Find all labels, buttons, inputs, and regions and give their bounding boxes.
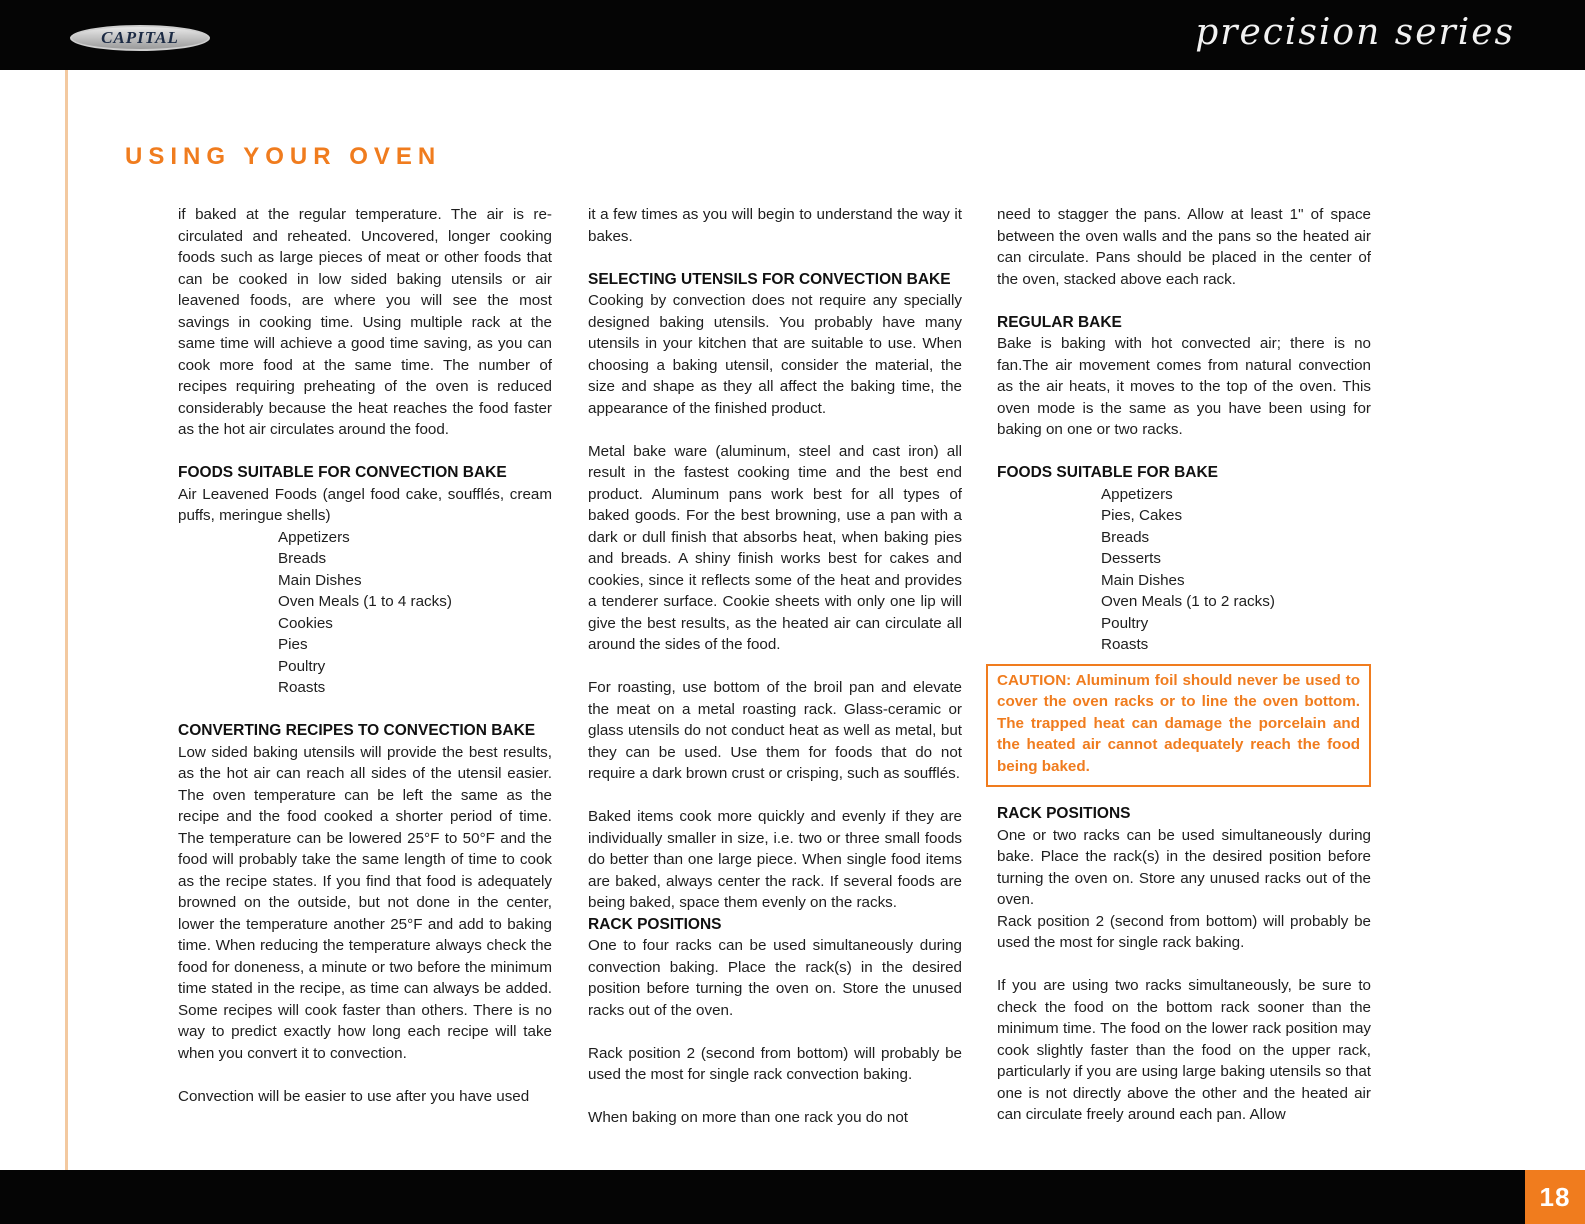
section-heading: REGULAR BAKE [997, 313, 1122, 331]
section-heading: FOODS SUITABLE FOR CONVECTION BAKE [178, 464, 507, 481]
paragraph: Air Leavened Foods (angel food cake, soufflés, cream puffs, meringue shells) [178, 485, 552, 524]
paragraph: Low sided baking utensils will provide the best results, as the hot air can reach all sides of the utensil easier. The oven temperature can be left the same as the recipe and the food cooked a shorter period of time. The temperature can be lowered 25°F to 50°F and the food will probably take the same length of time to cook as the recipe states. If you find that food is adequately browned on the outside, but not done in the center, lower the temperature another 25°F and add to baking time. When reducing the temperature always check the food for doneness, a minute or two before the minimum time stated in the recipe, as time can always be added. Some recipes will cook faster than others. There is no way to predict exactly how long each recipe will take when you convert it to convection. [178, 743, 552, 1062]
paragraph: Rack position 2 (second from bottom) will probably be used the most for single rack baking. [997, 912, 1371, 951]
page-title: USING YOUR OVEN [125, 143, 442, 170]
paragraph: Metal bake ware (aluminum, steel and cast iron) all result in the fastest cooking time and the best end product. Aluminum pans work best for all types of baked goods. For the best browning, use a pan with a dark or dull finish that absorbs heat, when baking pies and breads. A shiny finish works best for cakes and cookies, since it reflects some of the heat and provides a tenderer surface. Cookie sheets with only one lip will give the best results, as the heated air can circulate all around the sides of the food. [588, 442, 962, 653]
series-wordmark: precision series [1195, 12, 1515, 53]
paragraph: Convection will be easier to use after you have used [178, 1087, 530, 1105]
list-item: Oven Meals (1 to 4 racks) [278, 593, 452, 610]
section-heading: FOODS SUITABLE FOR BAKE [997, 464, 1219, 481]
list-item: Poultry [278, 657, 326, 675]
list-item: Roasts [278, 679, 326, 696]
page-number: 18 [1525, 1170, 1585, 1224]
list-item: Poultry [1101, 614, 1149, 632]
footer-bar [0, 1170, 1585, 1224]
paragraph: Cooking by convection does not require any specially designed baking utensils. You probably have many utensils in your kitchen that are suitable to use. When choosing a baking utensil, consider the material, the size and shape as they all affect the baking time, the appearance of the finished product. [588, 292, 962, 417]
section-heading: SELECTING UTENSILS FOR CONVECTION BAKE [588, 270, 951, 288]
paragraph: One or two racks can be used simultaneously during bake. Place the rack(s) in the desired position before turning the oven on. Store any unused racks out of the oven. [997, 826, 1371, 908]
list-item: Pies [278, 636, 308, 653]
list-item: Breads [1101, 528, 1150, 546]
food-list [178, 527, 552, 699]
logo-text: CAPITAL [101, 28, 179, 47]
list-item: Oven Meals (1 to 2 racks) [1101, 593, 1275, 610]
list-item: Roasts [1101, 636, 1149, 653]
column-3 [997, 204, 1371, 1126]
list-item: Appetizers [1101, 485, 1173, 503]
column-2 [588, 204, 962, 1129]
paragraph: need to stagger the pans. Allow at least 1" of space between the oven walls and the pans so the heated air can circulate. Pans should be placed in the center of the oven, stacked above each rack. [997, 206, 1371, 288]
section-heading: RACK POSITIONS [997, 805, 1131, 822]
paragraph: If you are using two racks simultaneously, be sure to check the food on the bottom rack sooner than the minimum time. The food on the lower rack position may cook slightly faster than the food on the upper rack, particularly if you are using large baking utensils so that one is not directly above the other and the heated air can circulate freely around each pan. Allow [997, 977, 1371, 1123]
column-1 [178, 204, 552, 1107]
list-item: Appetizers [278, 528, 350, 546]
list-item: Main Dishes [1101, 571, 1185, 589]
list-item: Cookies [278, 614, 333, 632]
list-item: Desserts [1101, 550, 1161, 567]
header-bar [0, 0, 1585, 70]
list-item: Pies, Cakes [1101, 507, 1183, 524]
capital-logo [70, 25, 210, 51]
list-item: Breads [278, 550, 327, 567]
section-heading: RACK POSITIONS [588, 915, 722, 933]
caution-box: CAUTION: Aluminum foil should never be used to cover the oven racks or to line the oven bottom. The trapped heat can damage the porcelain and the heated air cannot adequately reach the food being baked. [986, 664, 1371, 788]
paragraph: When baking on more than one rack you do not [588, 1109, 908, 1126]
paragraph: One to four racks can be used simultaneously during convection baking. Place the rack(s) in the desired position before turning the oven on. Store the unused racks out of the oven. [588, 937, 962, 1019]
paragraph: For roasting, use bottom of the broil pan and elevate the meat on a metal roasting rack. Glass-ceramic or glass utensils do not conduct heat as well as metal, but they can be used. Use them for foods that do not require a dark brown crust or crisping, such as soufflés. [588, 679, 962, 782]
paragraph: Baked items cook more quickly and evenly if they are individually smaller in size, i.e. two or three small foods do better than one large piece. When single food items are baked, always center the rack. If several foods are being baked, space them evenly on the racks. [588, 808, 962, 911]
paragraph: if baked at the regular temperature. The air is re-circulated and reheated. Uncovered, longer cooking foods such as large pieces of meat or other foods that can be cooked in low sided baking utensils or air leavened foods, are where you will see the most savings in cooking time. Using multiple rack at the same time will achieve a good time saving, as you can cook more food at the same time. The number of recipes requiring preheating of the oven is reduced considerably because the heat reaches the food faster as the hot air circulates around the food. [178, 206, 552, 438]
margin-rule [65, 70, 68, 1170]
list-item: Main Dishes [278, 571, 362, 589]
paragraph: it a few times as you will begin to understand the way it bakes. [588, 206, 962, 245]
food-list [997, 484, 1371, 656]
paragraph: Bake is baking with hot convected air; there is no fan.The air movement comes from natural convection as the air heats, it moves to the top of the oven. This oven mode is the same as you have been using for baking on one or two racks. [997, 335, 1371, 438]
paragraph: Rack position 2 (second from bottom) will probably be used the most for single rack convection baking. [588, 1044, 962, 1083]
section-heading: CONVERTING RECIPES TO CONVECTION BAKE [178, 722, 536, 739]
